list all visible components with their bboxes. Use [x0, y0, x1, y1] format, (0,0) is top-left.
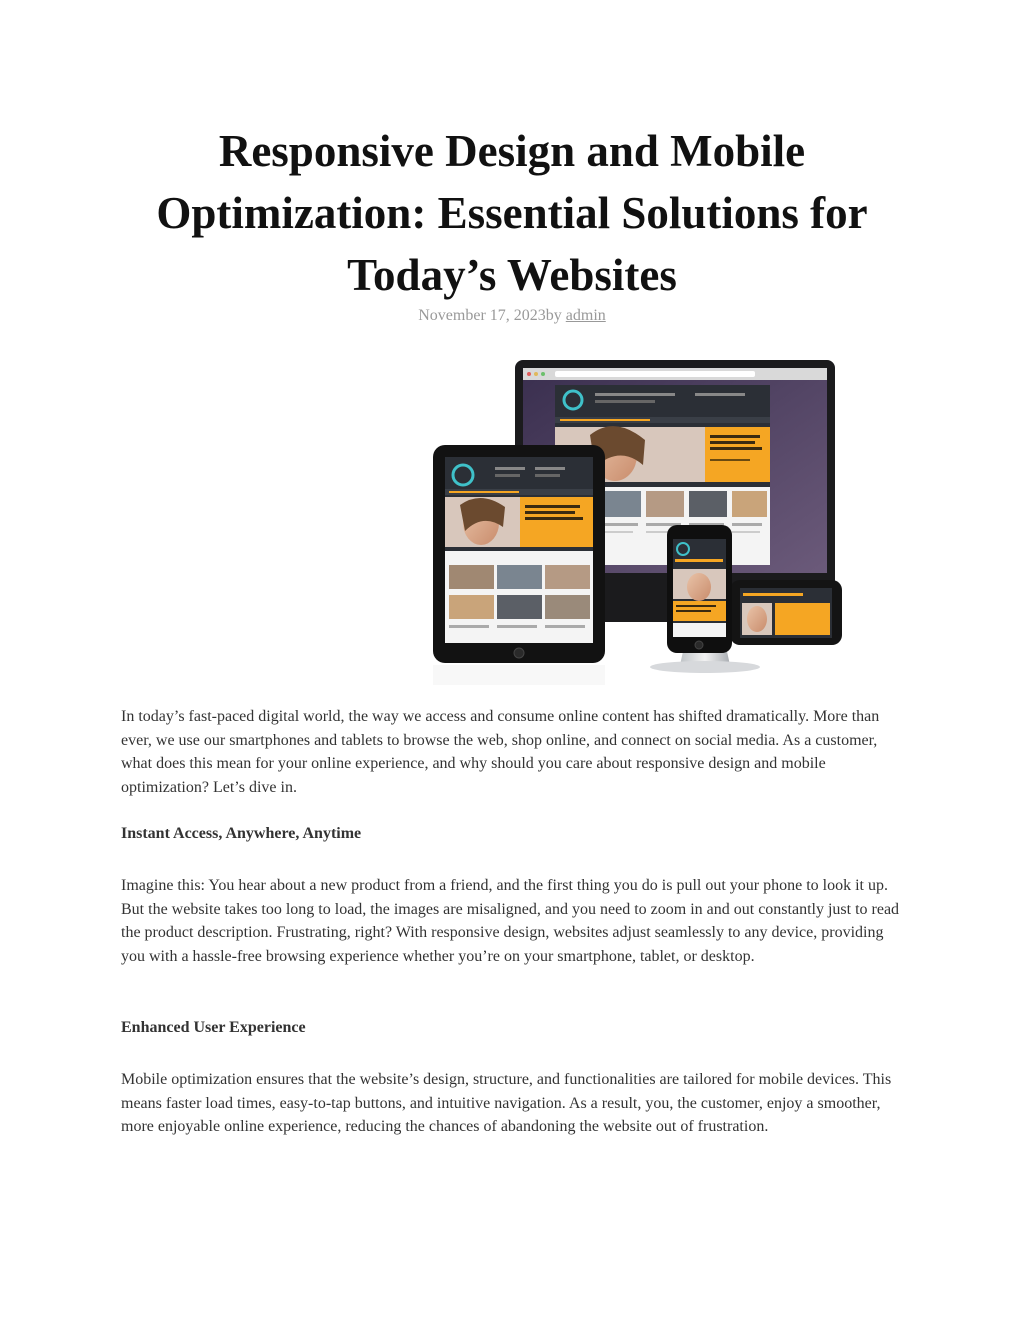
- by-label: by: [545, 307, 566, 324]
- section-heading: Enhanced User Experience: [121, 1019, 306, 1036]
- responsive-devices-illustration: [415, 355, 850, 700]
- tablet-device: [433, 445, 605, 663]
- intro-paragraph: In today’s fast-paced digital world, the way we access and consume online content has shifted dramatically. More than ever, we use our smartphones and tablets to browse the web, shop online, and connect on social media. As a customer, what does this mean for your online experience, and why should you care about responsive design and mobile optimization? Let’s dive in.: [121, 708, 880, 796]
- section-heading: Instant Access, Anywhere, Anytime: [121, 825, 362, 842]
- section-paragraph: Imagine this: You hear about a new product from a friend, and the first thing you do is pull out your phone to look it up. But the website takes too long to load, the images are misaligned, and you need to zoom in and out constantly just to read the product description. Frustrating, right? With responsive design, websites adjust seamlessly to any device, providing you with a hassle-free browsing experience whether you’re on your smartphone, tablet, or desktop.: [121, 877, 900, 965]
- section-paragraph: Mobile optimization ensures that the website’s design, structure, and functionalities are tailored for mobile devices. This means faster load times, easy-to-tap buttons, and intuitive navigation. As a result, you, the customer, enjoy a smoother, more enjoyable online experience, reducing the chances of abandoning the website out of frustration.: [121, 1071, 892, 1135]
- phone-landscape-device: [730, 580, 842, 645]
- article-title: Responsive Design and Mobile Optimization: Essential Solutions for Today’s Websites: [156, 126, 868, 300]
- author-link[interactable]: admin: [565, 307, 606, 324]
- phone-portrait-device: [667, 525, 732, 653]
- publish-date: November 17, 2023: [418, 307, 546, 324]
- article-meta: [0, 307, 1024, 325]
